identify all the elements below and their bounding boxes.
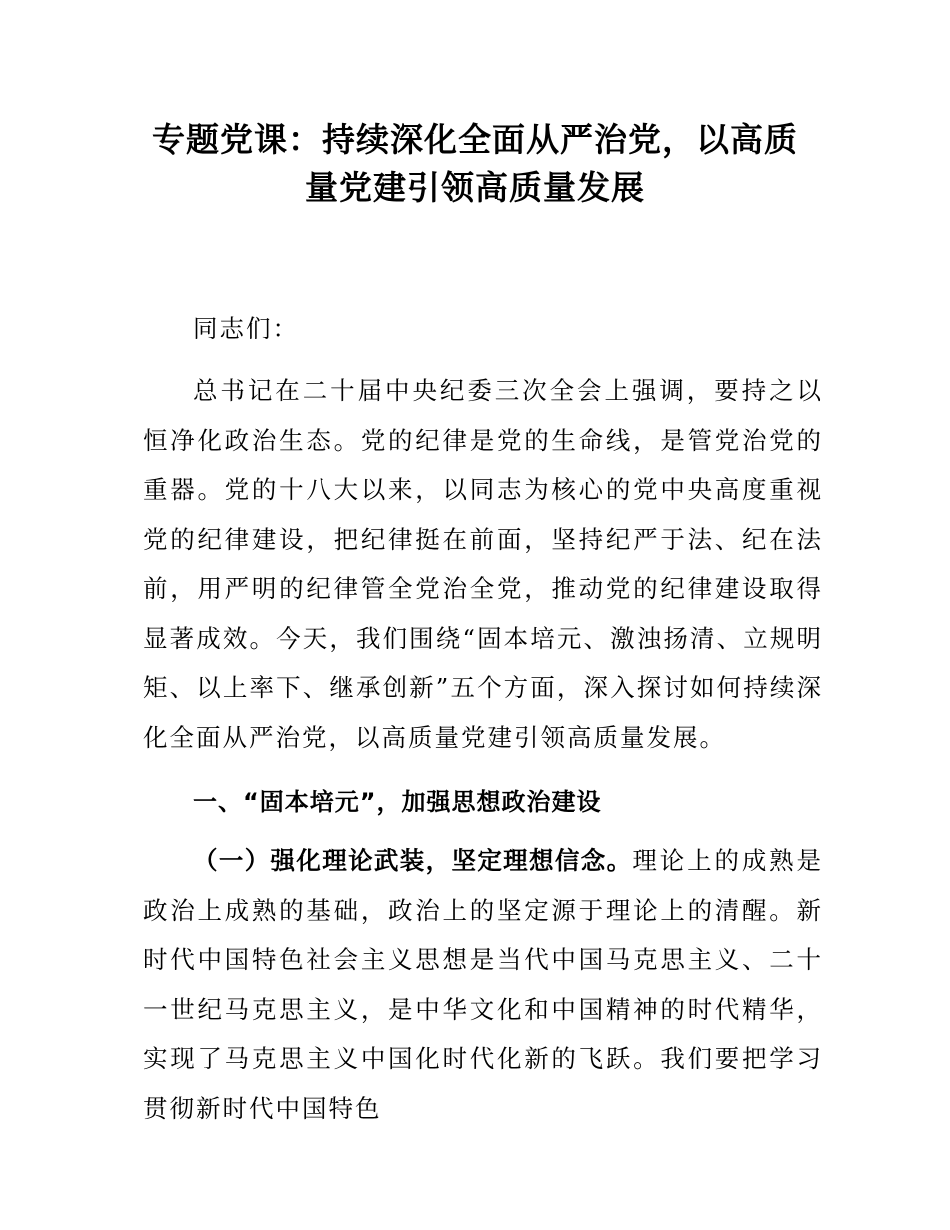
section-heading-1: 一、“固本培元”，加强思想政治建设 bbox=[193, 788, 602, 816]
title-line-2: 量党建引领高质量发展 bbox=[305, 168, 645, 207]
subsection-lead: （一）强化理论武装，坚定理想信念。 bbox=[193, 846, 633, 875]
document-title bbox=[120, 116, 830, 212]
paragraph-subsection-1 bbox=[143, 836, 823, 1133]
title-line-1: 专题党课：持续深化全面从严治党，以高质 bbox=[152, 120, 798, 159]
subsection-text: 理论上的成熟是政治上成熟的基础，政治上的坚定源于理论上的清醒。新时代中国特色社会主义思想是当代中国马克思主义、二十一世纪马克思主义，是中华文化和中国精神的时代精华，实现了马克思主义中国化时代化新的飞跃。我们要把学习贯彻新时代中国特色 bbox=[143, 846, 824, 1123]
greeting: 同志们： bbox=[193, 314, 299, 343]
paragraph-intro: 总书记在二十届中央纪委三次全会上强调，要持之以恒净化政治生态。党的纪律是党的生命线，是管党治党的重器。党的十八大以来，以同志为核心的党中央高度重视党的纪律建设，把纪律挺在前面，坚持纪严于法、纪在法前，用严明的纪律管全党治全党，推动党的纪律建设取得显著成效。今天，我们围绕“固本培元、激浊扬清、立规明矩、以上率下、继承创新”五个方面，深入探讨如何持续深化全面从严治党，以高质量党建引领高质量发展。 bbox=[143, 376, 823, 752]
